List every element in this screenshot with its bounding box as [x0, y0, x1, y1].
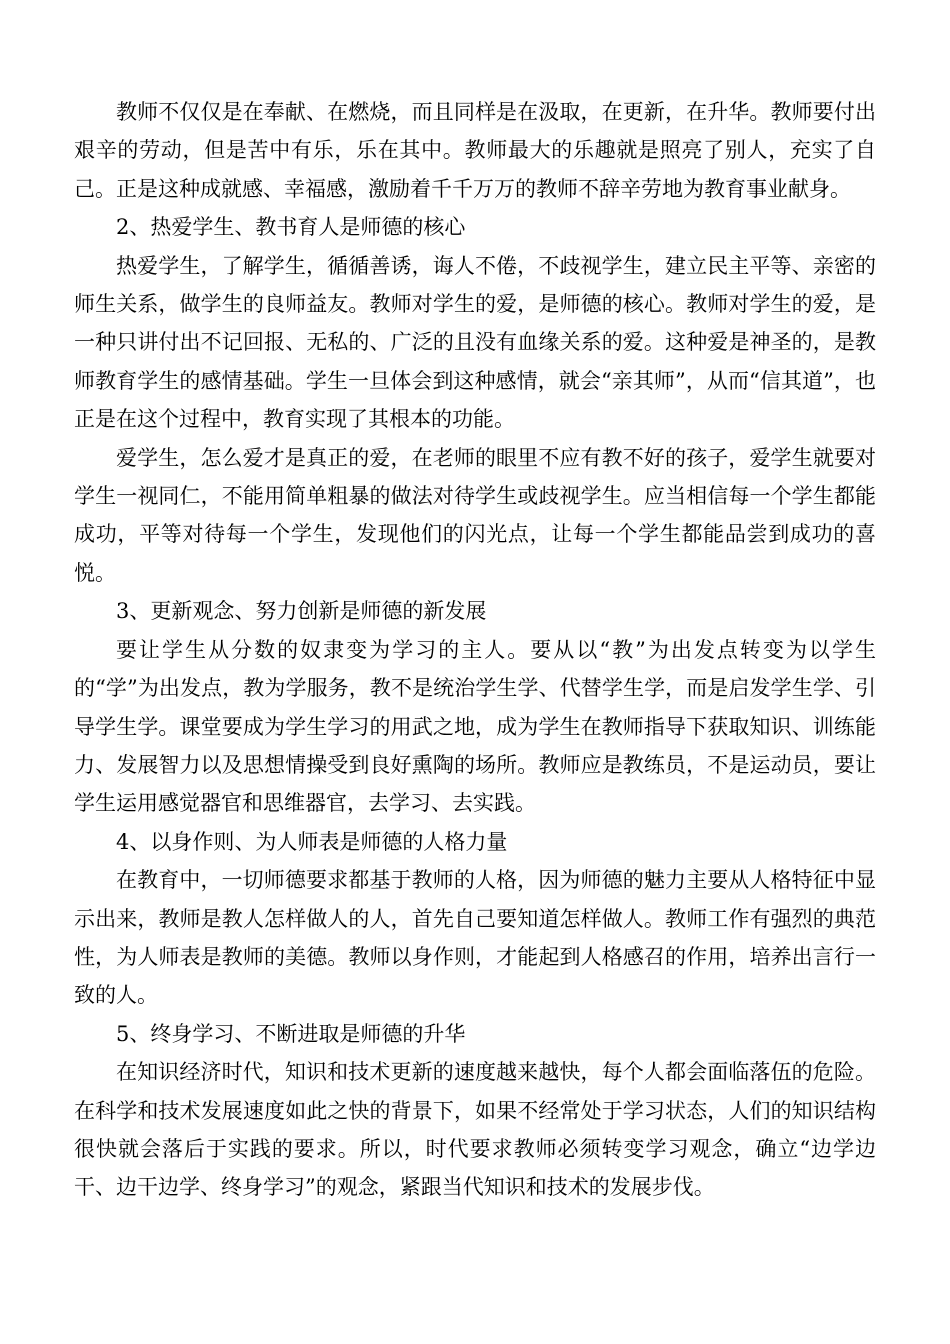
paragraph-equal-treatment: 爱学生，怎么爱才是真正的爱，在老师的眼里不应有教不好的孩子，爱学生就要对学生一视同仁，不能用简单粗暴的做法对待学生或歧视学生。应当相信每一个学生都能成功，平等对待每一个学生，发现他们的闪光点，让每一个学生都能品尝到成功的喜悦。 [74, 445, 876, 585]
paragraph-innovation: 要让学生从分数的奴隶变为学习的主人。要从以“教”为出发点转变为以学生的“学”为出发点，教为学服务，教不是统治学生学、代替学生学，而是启发学生学、引导学生学。课堂要成为学生学习的用武之地，成为学生在教师指导下获取知识、训练能力、发展智力以及思想情操受到良好熏陶的场所。教师应是教练员，不是运动员，要让学生运用感觉器官和思维器官，去学习、去实践。 [74, 637, 876, 816]
section-heading-5: 5、终身学习、不断进取是师德的升华 [116, 1021, 466, 1046]
section-heading-2: 2、热爱学生、教书育人是师德的核心 [116, 215, 466, 240]
paragraph-intro: 教师不仅仅是在奉献、在燃烧，而且同样是在汲取，在更新，在升华。教师要付出艰辛的劳动，但是苦中有乐，乐在其中。教师最大的乐趣就是照亮了别人，充实了自己。正是这种成就感、幸福感，激励着千千万万的教师不辞辛劳地为教育事业献身。 [74, 100, 876, 201]
paragraph-lifelong-learning: 在知识经济时代，知识和技术更新的速度越来越快，每个人都会面临落伍的危险。在科学和技术发展速度如此之快的背景下，如果不经常处于学习状态，人们的知识结构很快就会落后于实践的要求。所以，时代要求教师必须转变学习观念，确立“边学边干、边干边学、终身学习”的观念，紧跟当代知识和技术的发展步伐。 [74, 1060, 876, 1200]
section-heading-4: 4、以身作则、为人师表是师德的人格力量 [116, 829, 508, 854]
paragraph-role-model: 在教育中，一切师德要求都基于教师的人格，因为师德的魅力主要从人格特征中显示出来，教师是教人怎样做人的人，首先自己要知道怎样做人。教师工作有强烈的典范性，为人师表是教师的美德。教师以身作则，才能起到人格感召的作用，培养出言行一致的人。 [74, 868, 876, 1008]
paragraph-love-students: 热爱学生，了解学生，循循善诱，诲人不倦，不歧视学生，建立民主平等、亲密的师生关系，做学生的良师益友。教师对学生的爱，是师德的核心。教师对学生的爱，是一种只讲付出不记回报、无私的、广泛的且没有血缘关系的爱。这种爱是神圣的，是教师教育学生的感情基础。学生一旦体会到这种感情，就会“亲其师”，从而“信其道”，也正是在这个过程中，教育实现了其根本的功能。 [74, 253, 876, 432]
section-heading-3: 3、更新观念、努力创新是师德的新发展 [116, 599, 487, 624]
